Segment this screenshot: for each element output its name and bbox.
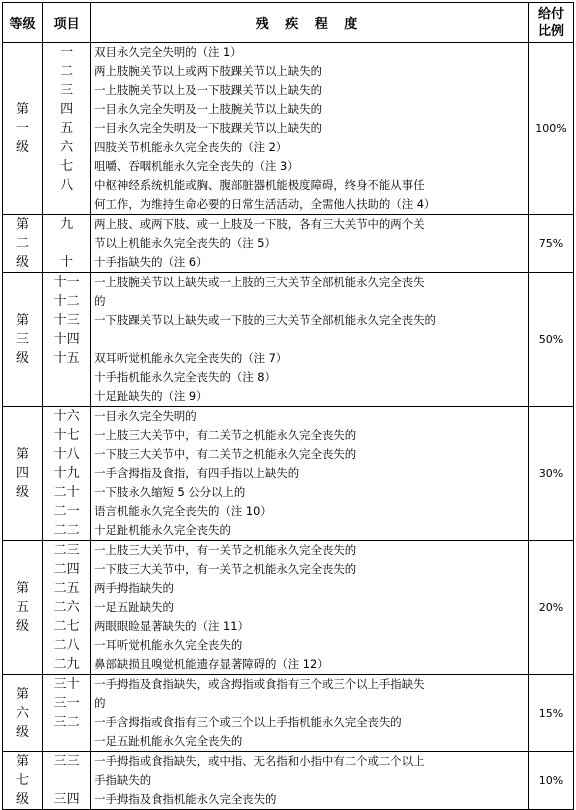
description-line: 一手拇指及食指缺失，或含拇指或食指有三个或三个以上手指缺失	[94, 677, 425, 691]
description-line: 两上肢腕关节以上或两下肢踝关节以上缺失的	[94, 64, 322, 78]
description-line: 一目永久完全失明及一上肢腕关节以上缺失的	[94, 102, 322, 116]
item-number: 十四	[53, 332, 80, 347]
description-line: 节以上机能永久完全丧失的（注 5）	[94, 236, 276, 250]
grade-level-char: 级	[16, 724, 30, 740]
description-line: 双耳听觉机能永久完全丧失的（注 7）	[94, 351, 288, 365]
grade-level-char: 第	[16, 754, 30, 769]
payment-ratio: 50%	[528, 273, 573, 407]
description-line: 两手拇指缺失的	[94, 581, 174, 595]
item-number: 十三	[53, 313, 80, 328]
description-line: 一手拇指或食指缺失，或中指、无名指和小指中有二个或二个以上	[94, 754, 425, 768]
description-line: 咀嚼、吞咽机能永久完全丧失的（注 3）	[94, 159, 299, 173]
header-ratio	[528, 3, 573, 43]
description-cell	[91, 407, 529, 541]
item-number	[43, 387, 90, 406]
grade-row	[3, 407, 574, 541]
description-line: 一上肢三大关节中，有一关节之机能永久完全丧失的	[94, 543, 357, 557]
grade-level	[3, 273, 43, 407]
item-number: 十一	[53, 275, 80, 290]
description-line: 一足五趾机能永久完全丧失的	[94, 734, 243, 748]
item-number: 二三	[53, 543, 80, 558]
grade-level-char: 级	[16, 140, 30, 155]
table-body	[3, 43, 574, 810]
grade-level-char: 级	[16, 351, 30, 366]
description-line: 一上肢腕关节以上缺失或一上肢的三大关节全部机能永久完全丧失	[94, 275, 425, 289]
description-line: 一手含拇指或食指有三个或三个以上手指机能永久完全丧失的	[94, 715, 402, 729]
description-line: 手指缺失的	[94, 773, 152, 787]
description-line: 鼻部缺损且嗅觉机能遗存显著障碍的（注 12）	[94, 657, 329, 671]
header-ratio-line1: 给付	[537, 6, 564, 22]
grade-level	[3, 215, 43, 273]
disability-grade-table	[2, 2, 574, 810]
item-number: 三一	[53, 696, 80, 711]
item-number	[43, 732, 90, 751]
description-cell	[91, 675, 529, 752]
description-line: 一目永久完全失明的	[94, 409, 197, 423]
item-number: 三四	[53, 792, 80, 807]
payment-ratio: 10%	[528, 752, 573, 810]
item-number: 五	[60, 121, 74, 136]
grade-level	[3, 407, 43, 541]
item-number: 十	[60, 255, 74, 270]
header-item: 项目	[43, 3, 91, 43]
description-line: 两眼眼睑显著缺失的（注 11）	[94, 619, 249, 633]
item-number: 十六	[53, 409, 80, 424]
description-line: 一手拇指及食指机能永久完全丧失的	[94, 792, 277, 806]
item-number: 三二	[53, 715, 80, 730]
description-line: 十足趾缺失的（注 9）	[94, 389, 208, 403]
description-line: 十手指机能永久完全丧失的（注 8）	[94, 370, 276, 384]
item-number	[43, 368, 90, 387]
item-numbers	[43, 43, 91, 215]
description-cell	[91, 215, 529, 273]
item-number: 一	[60, 45, 74, 60]
grade-level-char: 第	[16, 686, 30, 702]
grade-row	[3, 273, 574, 407]
grade-row	[3, 675, 574, 752]
grade-level-char: 第	[16, 581, 30, 596]
item-number: 二一	[53, 504, 80, 519]
table-header-row	[3, 3, 574, 43]
item-number: 三	[60, 83, 74, 98]
grade-level-char: 六	[16, 705, 30, 721]
description-cell	[91, 43, 529, 215]
item-number: 十七	[53, 428, 80, 443]
payment-ratio: 30%	[528, 407, 573, 541]
payment-ratio: 100%	[528, 43, 573, 215]
grade-level	[3, 675, 43, 752]
description-line: 的	[94, 696, 106, 710]
item-number: 二六	[53, 600, 80, 615]
item-number: 二十	[53, 485, 80, 500]
description-line: 语言机能永久完全丧失的（注 10）	[94, 504, 272, 518]
item-number: 二五	[53, 581, 80, 596]
grade-level-char: 五	[16, 600, 30, 615]
description-line: 一下肢踝关节以上缺失或一下肢的三大关节全部机能永久完全丧失的	[94, 313, 436, 327]
header-description: 残 疾 程 度	[91, 3, 529, 43]
grade-level-char: 级	[16, 619, 30, 634]
item-number	[43, 771, 90, 790]
description-line: 一下肢三大关节中，有一关节之机能永久完全丧失的	[94, 562, 357, 576]
item-number: 十二	[53, 294, 80, 309]
item-number	[43, 195, 90, 214]
item-numbers	[43, 273, 91, 407]
grade-level-char: 级	[16, 485, 30, 500]
item-number: 十八	[53, 447, 80, 462]
description-line: 一下肢三大关节中，有二关节之机能永久完全丧失的	[94, 447, 357, 461]
description-line	[91, 330, 528, 349]
grade-level	[3, 43, 43, 215]
grade-level-char: 二	[16, 236, 30, 251]
payment-ratio: 75%	[528, 215, 573, 273]
header-level: 等级	[3, 3, 43, 43]
description-line: 一上肢三大关节中，有二关节之机能永久完全丧失的	[94, 428, 357, 442]
grade-level-char: 一	[16, 121, 30, 136]
grade-level-char: 七	[16, 773, 30, 788]
description-line: 一足五趾缺失的	[94, 600, 174, 614]
grade-level-char: 四	[16, 466, 30, 481]
item-number: 七	[60, 159, 74, 174]
description-line: 的	[94, 294, 106, 308]
item-number: 二二	[53, 523, 80, 538]
description-line: 一耳听觉机能永久完全丧失的	[94, 638, 243, 652]
description-line: 一上肢腕关节以上及一下肢踝关节以上缺失的	[94, 83, 322, 97]
grade-level	[3, 541, 43, 675]
item-numbers	[43, 675, 91, 752]
description-cell	[91, 273, 529, 407]
grade-level-char: 第	[16, 313, 30, 328]
description-line: 一下肢永久缩短 5 公分以上的	[94, 485, 246, 499]
item-number: 二七	[53, 619, 80, 634]
grade-level-char: 三	[16, 332, 30, 347]
grade-level-char: 级	[16, 255, 30, 270]
description-line: 中枢神经系统机能或胸、腹部脏器机能极度障碍，终身不能从事任	[94, 178, 425, 192]
description-line: 何工作，为维持生命必要的日常生活活动，全需他人扶助的（注 4）	[94, 197, 436, 211]
grade-row	[3, 43, 574, 215]
grade-level-char: 级	[16, 792, 30, 807]
description-line: 一目永久完全失明及一下肢踝关节以上缺失的	[94, 121, 322, 135]
item-number: 八	[60, 178, 74, 193]
description-line: 十手指缺失的（注 6）	[94, 255, 208, 269]
item-number: 四	[60, 102, 74, 117]
item-numbers	[43, 215, 91, 273]
item-number: 二	[60, 64, 74, 79]
item-number: 十五	[53, 351, 80, 366]
item-number: 二九	[53, 657, 80, 672]
item-number: 三三	[53, 754, 80, 769]
grade-level-char: 第	[16, 102, 30, 117]
item-number: 六	[60, 140, 74, 155]
description-line: 双目永久完全失明的（注 1）	[94, 45, 242, 59]
item-number: 九	[60, 217, 74, 232]
grade-row	[3, 541, 574, 675]
description-line: 一手含拇指及食指，有四手指以上缺失的	[94, 466, 300, 480]
item-number: 三十	[53, 677, 80, 692]
description-line: 四肢关节机能永久完全丧失的（注 2）	[94, 140, 288, 154]
payment-ratio: 20%	[528, 541, 573, 675]
item-number: 十九	[53, 466, 80, 481]
item-numbers	[43, 541, 91, 675]
description-line: 十足趾机能永久完全丧失的	[94, 523, 231, 537]
grade-level-char: 第	[16, 217, 30, 232]
item-number: 二八	[53, 638, 80, 653]
header-ratio-line2: 比例	[537, 23, 564, 39]
item-numbers	[43, 407, 91, 541]
description-cell	[91, 541, 529, 675]
item-number	[43, 234, 90, 253]
payment-ratio: 15%	[528, 675, 573, 752]
grade-level-char: 第	[16, 447, 30, 462]
item-number: 二四	[53, 562, 80, 577]
description-line: 两上肢、或两下肢、或一上肢及一下肢，各有三大关节中的两个关	[94, 217, 425, 231]
grade-row	[3, 215, 574, 273]
